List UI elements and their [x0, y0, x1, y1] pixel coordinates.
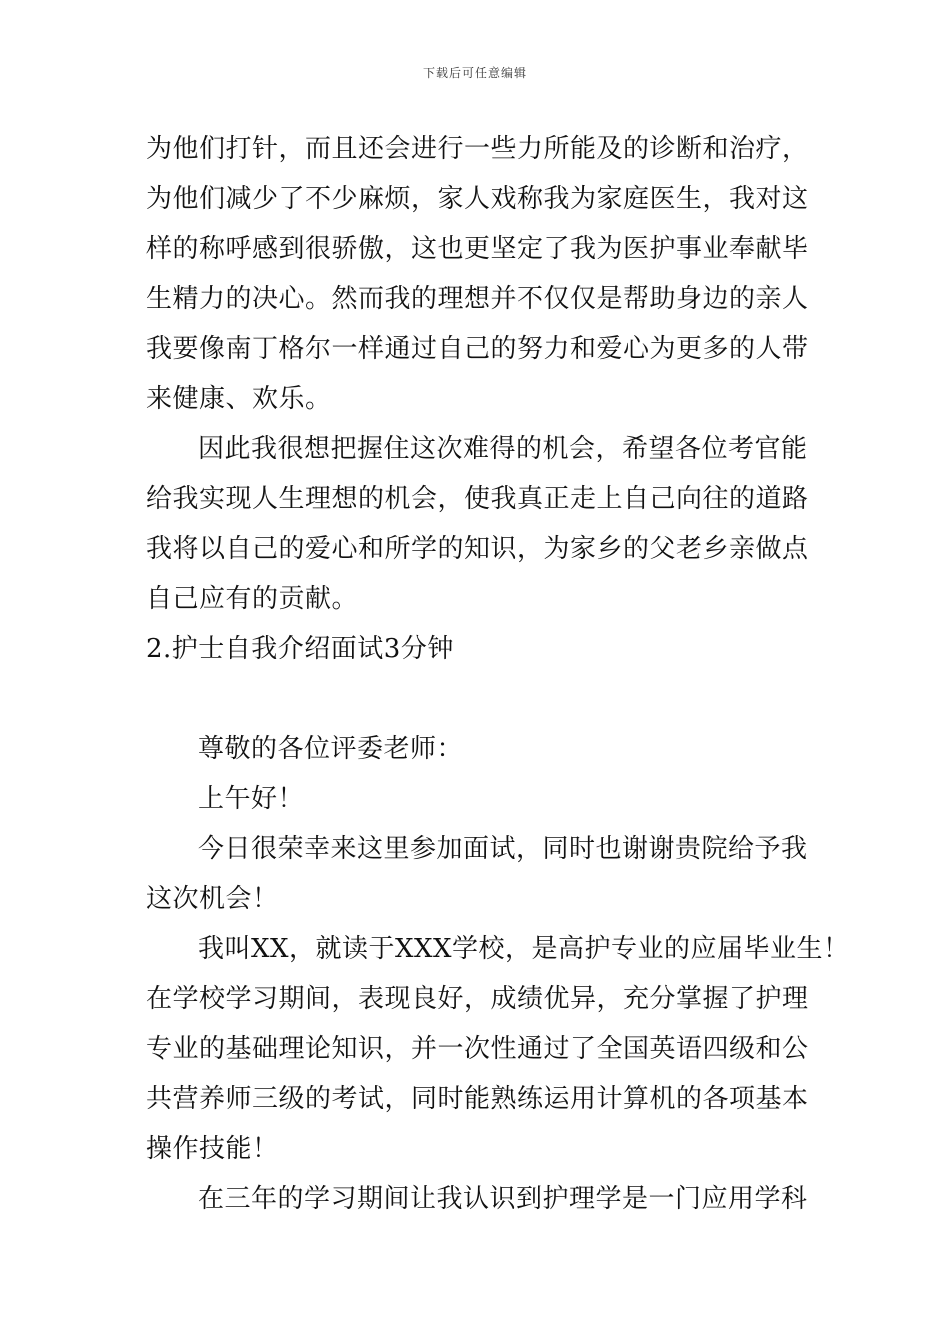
text-line: 样的称呼感到很骄傲，这也更坚定了我为医护事业奉献毕	[146, 234, 809, 264]
text-line: 尊敬的各位评委老师：	[198, 734, 464, 764]
page-header: 下载后可任意编辑	[422, 66, 527, 80]
text-line: 上午好！	[198, 784, 305, 814]
text-line: 今日很荣幸来这里参加面试，同时也谢谢贵院给予我	[198, 834, 808, 864]
text-line: 生精力的决心。然而我的理想并不仅仅是帮助身边的亲人	[146, 284, 809, 314]
text-line: 我将以自己的爱心和所学的知识，为家乡的父老乡亲做点	[146, 534, 809, 564]
text-line: 我要像南丁格尔一样通过自己的努力和爱心为更多的人带	[146, 334, 809, 364]
text-line: 因此我很想把握住这次难得的机会，希望各位考官能	[198, 434, 808, 464]
text-line: 来健康、欢乐。	[146, 384, 332, 414]
text-line: 专业的基础理论知识，并一次性通过了全国英语四级和公	[146, 1034, 809, 1064]
text-line: 为他们打针，而且还会进行一些力所能及的诊断和治疗，	[146, 134, 809, 164]
text-line: 自己应有的贡献。	[146, 584, 359, 614]
text-line: 在学校学习期间，表现良好，成绩优异，充分掌握了护理	[146, 984, 809, 1014]
text-line: 在三年的学习期间让我认识到护理学是一门应用学科	[198, 1184, 808, 1214]
text-line: 操作技能！	[146, 1134, 279, 1164]
text-line: 为他们减少了不少麻烦，家人戏称我为家庭医生，我对这	[146, 184, 809, 214]
text-line: 共营养师三级的考试，同时能熟练运用计算机的各项基本	[146, 1084, 809, 1114]
section-heading: 2.护士自我介绍面试3分钟	[146, 634, 454, 664]
text-line: 这次机会！	[146, 884, 279, 914]
text-line: 我叫XX，就读于XXX学校，是高护专业的应届毕业生！	[198, 934, 850, 964]
text-line: 给我实现人生理想的机会，使我真正走上自己向往的道路	[146, 484, 809, 514]
